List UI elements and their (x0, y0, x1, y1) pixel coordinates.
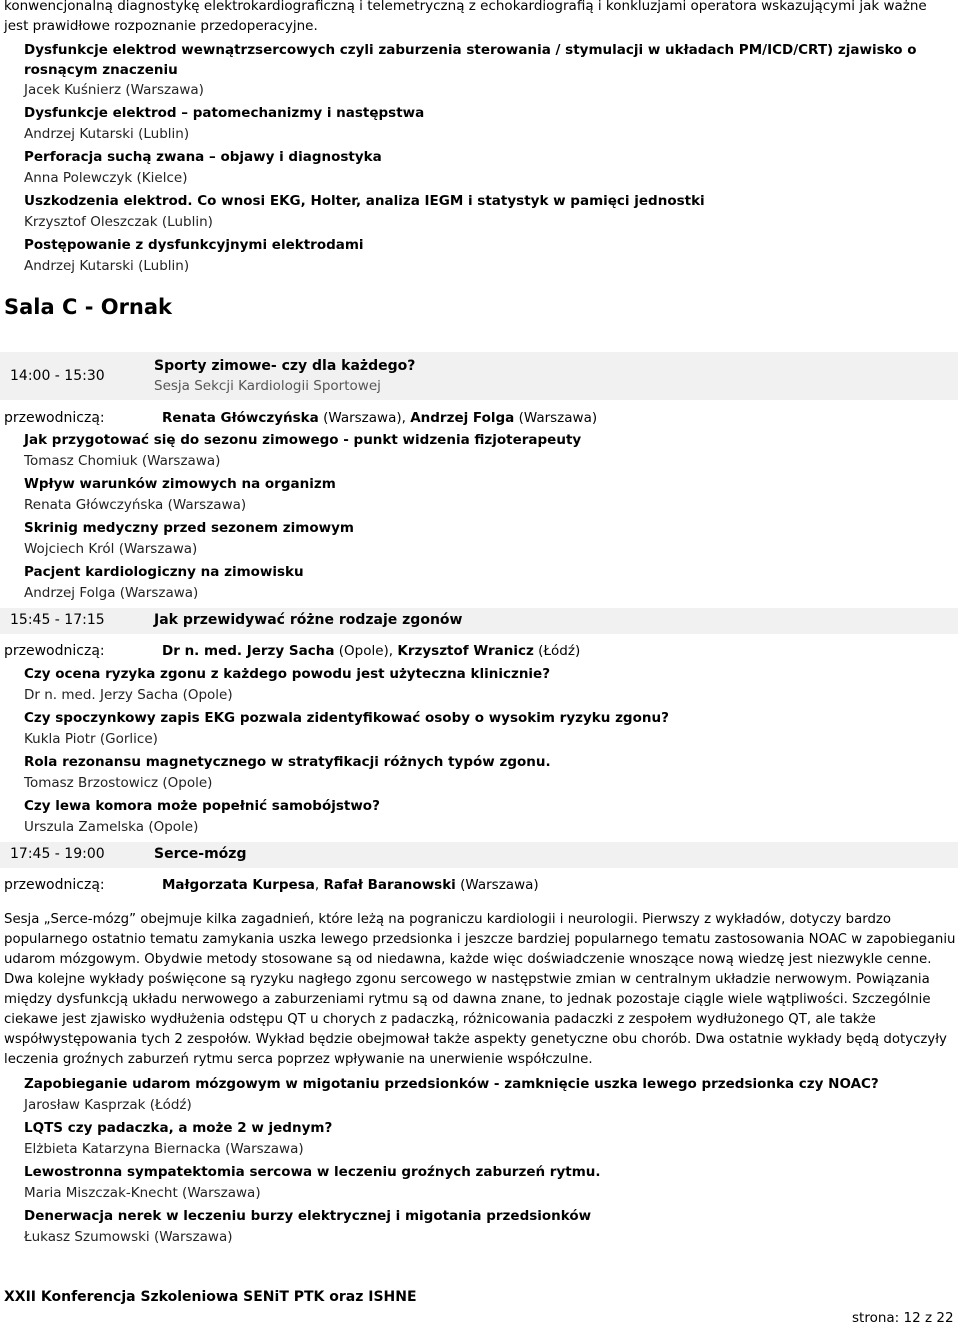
talk-item (24, 40, 954, 100)
talk-title: Dysfunkcje elektrod – patomechanizmy i następstwa (24, 105, 425, 121)
talk-author: Łukasz Szumowski (Warszawa) (24, 1229, 233, 1245)
session-talk-list (24, 663, 954, 837)
talk-item (24, 102, 954, 144)
talk-item (24, 1161, 954, 1203)
chair-city: (Opole), (334, 643, 398, 659)
footer-conference-name: XXII Konferencja Szkoleniowa SENiT PTK oraz ISHNE (4, 1289, 417, 1305)
talk-title: Pacjent kardiologiczny na zimowisku (24, 564, 304, 580)
talk-title: Czy lewa komora może popełnić samobójstwo? (24, 798, 380, 814)
session-time: 14:00 - 15:30 (10, 368, 105, 384)
chair-name: Renata Główczyńska (162, 410, 319, 426)
talk-title: Czy spoczynkowy zapis EKG pozwala zidentyfikować osoby o wysokim ryzyku zgonu? (24, 710, 669, 726)
session-header (0, 608, 958, 634)
talk-title: Skrinig medyczny przed sezonem zimowym (24, 520, 354, 536)
talk-author: Anna Polewczyk (Kielce) (24, 170, 188, 186)
talk-title: Uszkodzenia elektrod. Co wnosi EKG, Holter, analiza IEGM i statystyk w pamięci jednostki (24, 193, 705, 209)
chair-name: Andrzej Folga (410, 410, 515, 426)
talk-item (24, 473, 954, 515)
session-time: 17:45 - 19:00 (10, 846, 105, 862)
talk-title: Lewostronna sympatektomia sercowa w leczeniu groźnych zaburzeń rytmu. (24, 1164, 601, 1180)
chair-name: Krzysztof Wranicz (397, 643, 534, 659)
session-chairs (162, 877, 539, 893)
chair-city: (Warszawa) (514, 410, 598, 426)
talk-title: Jak przygotować się do sezonu zimowego - punkt widzenia fizjoterapeuty (24, 432, 582, 448)
talk-item (24, 190, 954, 232)
talk-item (24, 663, 954, 705)
talk-author: Maria Miszczak-Knecht (Warszawa) (24, 1185, 261, 1201)
session-description: Sesja „Serce-mózg” obejmuje kilka zagadnień, które leżą na pograniczu kardiologii i neurologii. Pierwszy z wykładów, dotyczy bardzo popularnego ostatnio tematu zamykania uszka lewego przedsionka i jeszcze bardziej popularnego tematu zastosowania NOAC w zapobieganiu udarom mózgowym. Obydwie metody stosowane są od niedawna, każde więc doświadczenie wnoszące nową wiedzę jest niezwykle cenne. Dwa kolejne wykłady poświęcone są ryzyku nagłego zgonu sercowego w następstwie zmian w centralnym układzie nerwowym. Powiązania między dysfunkcją układu nerwowego a zaburzeniami rytmu są od dawna znane, to jednak pozostaje ciągle wiele wątpliwości. Szczególnie ciekawe jest zjawisko wydłużenia odstępu QT u chorych z padaczką, różnicowania padaczki z zespołem wydłużonego QT, ale także współwystępowania tych 2 zespołów. Wykład będzie obejmował także aspekty genetyczne obu chorób. Dwa ostatnie wykłady będą dotyczyły leczenia groźnych zaburzeń rytmu serca poprzez wpływanie na unerwienie współczulne. (4, 912, 956, 1067)
talk-title: LQTS czy padaczka, a może 2 w jednym? (24, 1120, 333, 1136)
talk-item (24, 1073, 954, 1115)
prev-talk-list (24, 40, 954, 276)
chair-city: (Warszawa), (318, 410, 411, 426)
talk-author: Andrzej Kutarski (Lublin) (24, 258, 190, 274)
talk-title: Czy ocena ryzyka zgonu z każdego powodu jest użyteczna klinicznie? (24, 666, 551, 682)
session-talk-list (24, 429, 954, 603)
talk-title: Dysfunkcje elektrod wewnątrzsercowych czyli zaburzenia sterowania / stymulacji w układach PM/ICD/CRT) zjawisko o rosnącym znaczeniu (24, 42, 917, 78)
talk-title: Rola rezonansu magnetycznego w stratyfikacji różnych typów zgonu. (24, 754, 551, 770)
talk-item (24, 429, 954, 471)
talk-item (24, 1205, 954, 1247)
chair-name: Rafał Baranowski (323, 877, 456, 893)
chairs-label: przewodniczą: (4, 877, 105, 893)
talk-author: Renata Główczyńska (Warszawa) (24, 497, 247, 513)
chair-city: (Łódź) (533, 643, 581, 659)
talk-author: Tomasz Brzostowicz (Opole) (24, 775, 213, 791)
session-talk-list (24, 1073, 954, 1247)
talk-title: Perforacja suchą zwana – objawy i diagnostyka (24, 149, 382, 165)
talk-item (24, 751, 954, 793)
session-header (0, 352, 958, 400)
talk-author: Jarosław Kasprzak (Łódź) (24, 1097, 192, 1113)
chair-city: (Warszawa) (455, 877, 539, 893)
session-subtitle: Sesja Sekcji Kardiologii Sportowej (154, 378, 381, 394)
talk-author: Wojciech Król (Warszawa) (24, 541, 198, 557)
session-header (0, 842, 958, 868)
chairs-label: przewodniczą: (4, 410, 105, 426)
talk-author: Tomasz Chomiuk (Warszawa) (24, 453, 221, 469)
session-chairs (162, 643, 580, 659)
talk-author: Andrzej Kutarski (Lublin) (24, 126, 190, 142)
chair-city: , (314, 877, 324, 893)
intro-paragraph: konwencjonalną diagnostykę elektrokardiograficzną i telemetryczną z echokardiografią i konkluzjami operatora wskazującymi jak ważne jest prawidłowe rozpoznanie przedoperacyjne. (4, 0, 927, 34)
talk-item (24, 146, 954, 188)
talk-item (24, 561, 954, 603)
talk-author: Dr n. med. Jerzy Sacha (Opole) (24, 687, 233, 703)
talk-item (24, 517, 954, 559)
talk-title: Zapobieganie udarom mózgowym w migotaniu przedsionków - zamknięcie uszka lewego przedsionka czy NOAC? (24, 1076, 879, 1092)
talk-title: Postępowanie z dysfunkcyjnymi elektrodami (24, 237, 364, 253)
talk-author: Krzysztof Oleszczak (Lublin) (24, 214, 213, 230)
session-chairs (162, 410, 597, 426)
session-title: Sporty zimowe- czy dla każdego? (154, 358, 416, 374)
talk-item (24, 1117, 954, 1159)
talk-item (24, 707, 954, 749)
session-time: 15:45 - 17:15 (10, 612, 105, 628)
chair-name: Małgorzata Kurpesa (162, 877, 315, 893)
talk-item (24, 795, 954, 837)
page-number: strona: 12 z 22 (852, 1310, 954, 1326)
talk-item (24, 234, 954, 276)
talk-author: Jacek Kuśnierz (Warszawa) (24, 82, 204, 98)
talk-title: Wpływ warunków zimowych na organizm (24, 476, 336, 492)
talk-author: Kukla Piotr (Gorlice) (24, 731, 158, 747)
talk-author: Andrzej Folga (Warszawa) (24, 585, 199, 601)
talk-author: Urszula Zamelska (Opole) (24, 819, 199, 835)
session-title: Serce-mózg (154, 846, 247, 862)
talk-title: Denerwacja nerek w leczeniu burzy elektrycznej i migotania przedsionków (24, 1208, 592, 1224)
chair-name: Dr n. med. Jerzy Sacha (162, 643, 335, 659)
hall-heading: Sala C - Ornak (4, 295, 173, 319)
session-title: Jak przewidywać różne rodzaje zgonów (154, 612, 463, 628)
talk-author: Elżbieta Katarzyna Biernacka (Warszawa) (24, 1141, 304, 1157)
chairs-label: przewodniczą: (4, 643, 105, 659)
